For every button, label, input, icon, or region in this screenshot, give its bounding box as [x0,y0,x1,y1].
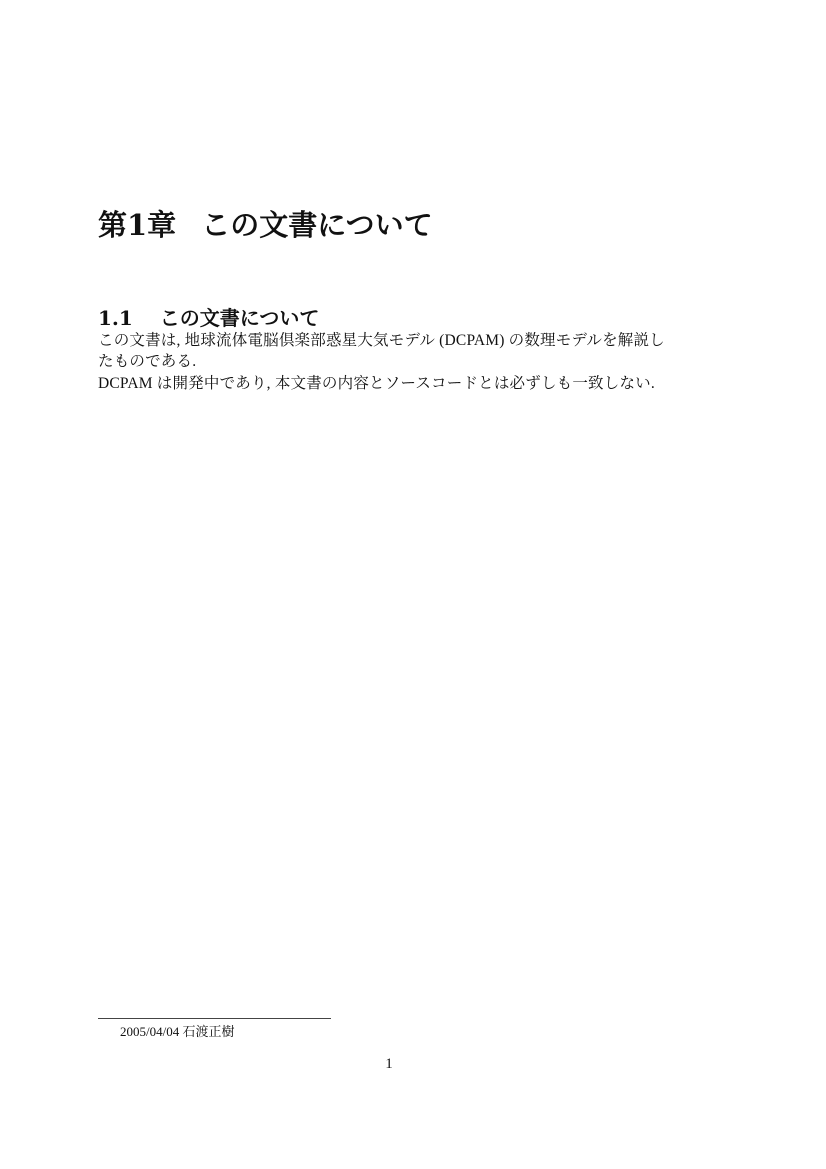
footnote-rule [98,1018,331,1019]
chapter-title: この文書について [201,208,433,243]
page-number: 1 [385,1056,393,1072]
chapter-heading [98,207,433,243]
section-title: この文書について [159,305,320,330]
footnote-text: 2005/04/04 石渡正樹 [120,1024,235,1039]
chapter-number: 第1章 [98,208,177,243]
section-heading [98,306,319,331]
paragraph-1: この文書は, 地球流体電脳倶楽部惑星大気モデル (DCPAM) の数理モデルを解説したものである. [98,332,665,370]
paragraph-2: DCPAM は開発中であり, 本文書の内容とソースコードとは必ずしも一致しない. [98,375,655,392]
section-number: 1.1 [98,305,133,330]
